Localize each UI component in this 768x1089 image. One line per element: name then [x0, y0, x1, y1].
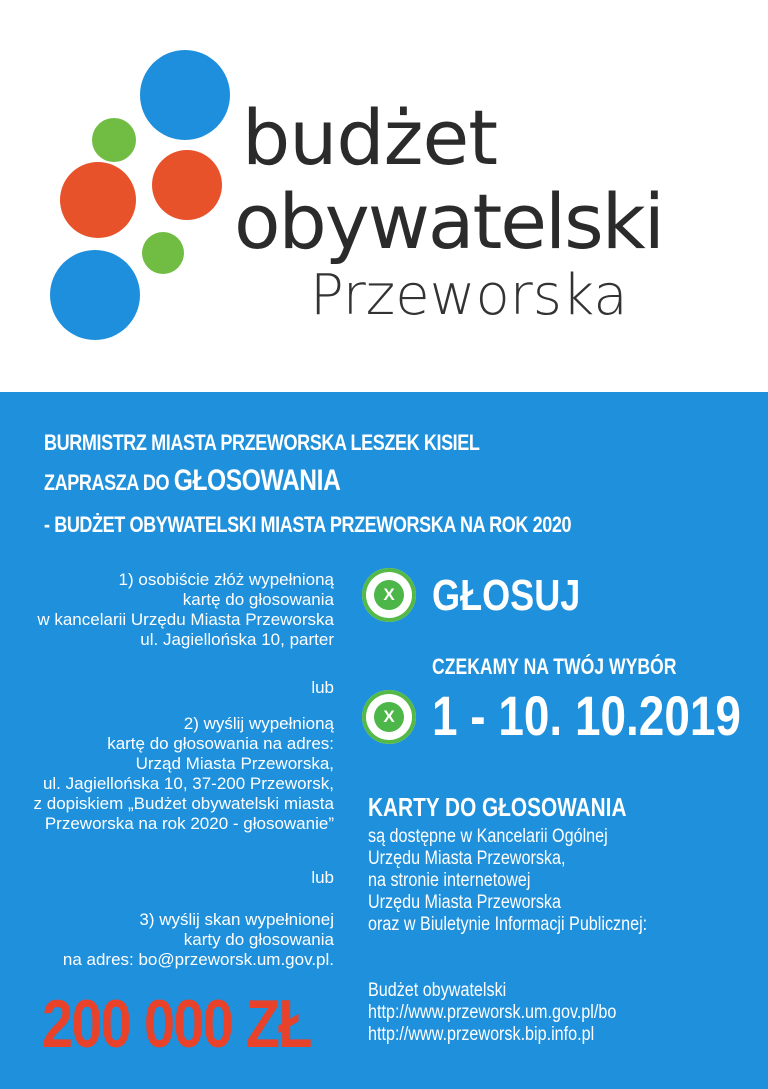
ballots-title: KARTY DO GŁOSOWANIA [368, 792, 627, 822]
vote-heading: GŁOSUJ [432, 571, 581, 620]
logo-wordmark [234, 93, 663, 328]
or-separator-2: lub [311, 868, 334, 887]
checkbox-mark: X [374, 702, 404, 732]
links-label: Budżet obywatelski [368, 980, 507, 1001]
logo-circle-blue-top [140, 50, 230, 140]
logo-circle-orange-center [152, 150, 222, 220]
waiting-text: CZEKAMY NA TWÓJ WYBÓR [432, 654, 677, 679]
ballots-info-line: Urzędu Miasta Przeworska, [368, 848, 566, 869]
step-3-line: na adres: bo@przeworsk.um.gov.pl. [62, 950, 334, 969]
step-1-line: kartę do głosowania [182, 590, 334, 609]
budget-amount: 200 000 ZŁ [42, 986, 311, 1062]
info-panel [0, 392, 768, 1089]
header-line-budget: - BUDŻET OBYWATELSKI MIASTA PRZEWORSKA NA ROK 2020 [44, 512, 572, 537]
step-1-line: ul. Jagiellońska 10, parter [140, 630, 334, 649]
logo-circle-green-bottom [142, 232, 184, 274]
logo [0, 0, 768, 392]
link-bip[interactable]: http://www.przeworsk.bip.info.pl [368, 1024, 595, 1045]
logo-line-przeworska: Przeworska [310, 263, 628, 328]
ballots-info-line: Urzędu Miasta Przeworska [368, 892, 561, 913]
checkbox-icon [362, 568, 416, 622]
logo-line-obywatelski: obywatelski [234, 177, 663, 266]
logo-circle-blue-bottom [50, 250, 140, 340]
link-bo[interactable]: http://www.przeworsk.um.gov.pl/bo [368, 1002, 617, 1023]
step-2-line: kartę do głosowania na adres: [107, 734, 334, 753]
logo-line-budzet: budżet [242, 93, 498, 182]
header-line-mayor: BURMISTRZ MIASTA PRZEWORSKA LESZEK KISIEL [44, 430, 480, 455]
ballots-info [368, 826, 647, 936]
logo-circle-green-top [92, 118, 136, 162]
step-2-line: ul. Jagiellońska 10, 37-200 Przeworsk, [42, 774, 334, 793]
checkbox-mark: X [374, 580, 404, 610]
step-2 [0, 714, 334, 834]
step-2-line: z dopiskiem „Budżet obywatelski miasta [33, 794, 334, 813]
ballots-info-line: są dostępne w Kancelarii Ogólnej [368, 826, 608, 847]
step-3-line: 3) wyślij skan wypełnionej [139, 910, 334, 929]
step-3 [0, 910, 334, 970]
ballots-info-line: oraz w Biuletynie Informacji Publicznej: [368, 914, 648, 935]
header-line-invite [44, 464, 341, 497]
step-2-line: Urząd Miasta Przeworska, [135, 754, 334, 773]
step-2-line: 2) wyślij wypełnioną [183, 714, 334, 733]
step-3-line: karty do głosowania [183, 930, 334, 949]
links-block [368, 980, 616, 1046]
or-separator-1: lub [311, 678, 334, 697]
step-1-line: 1) osobiście złóż wypełnioną [118, 570, 334, 589]
header-invite-emphasis: GŁOSOWANIA [173, 464, 341, 497]
step-2-line: Przeworska na rok 2020 - głosowanie” [44, 814, 334, 833]
logo-circle-orange-left [60, 162, 136, 238]
step-1 [0, 570, 334, 650]
checkbox-icon [362, 690, 416, 744]
step-1-line: w kancelarii Urzędu Miasta Przeworska [37, 610, 334, 629]
ballots-info-line: na stronie internetowej [368, 870, 531, 891]
header-invite-prefix: ZAPRASZA DO [44, 470, 174, 495]
voting-dates: 1 - 10. 10.2019 [432, 684, 741, 747]
